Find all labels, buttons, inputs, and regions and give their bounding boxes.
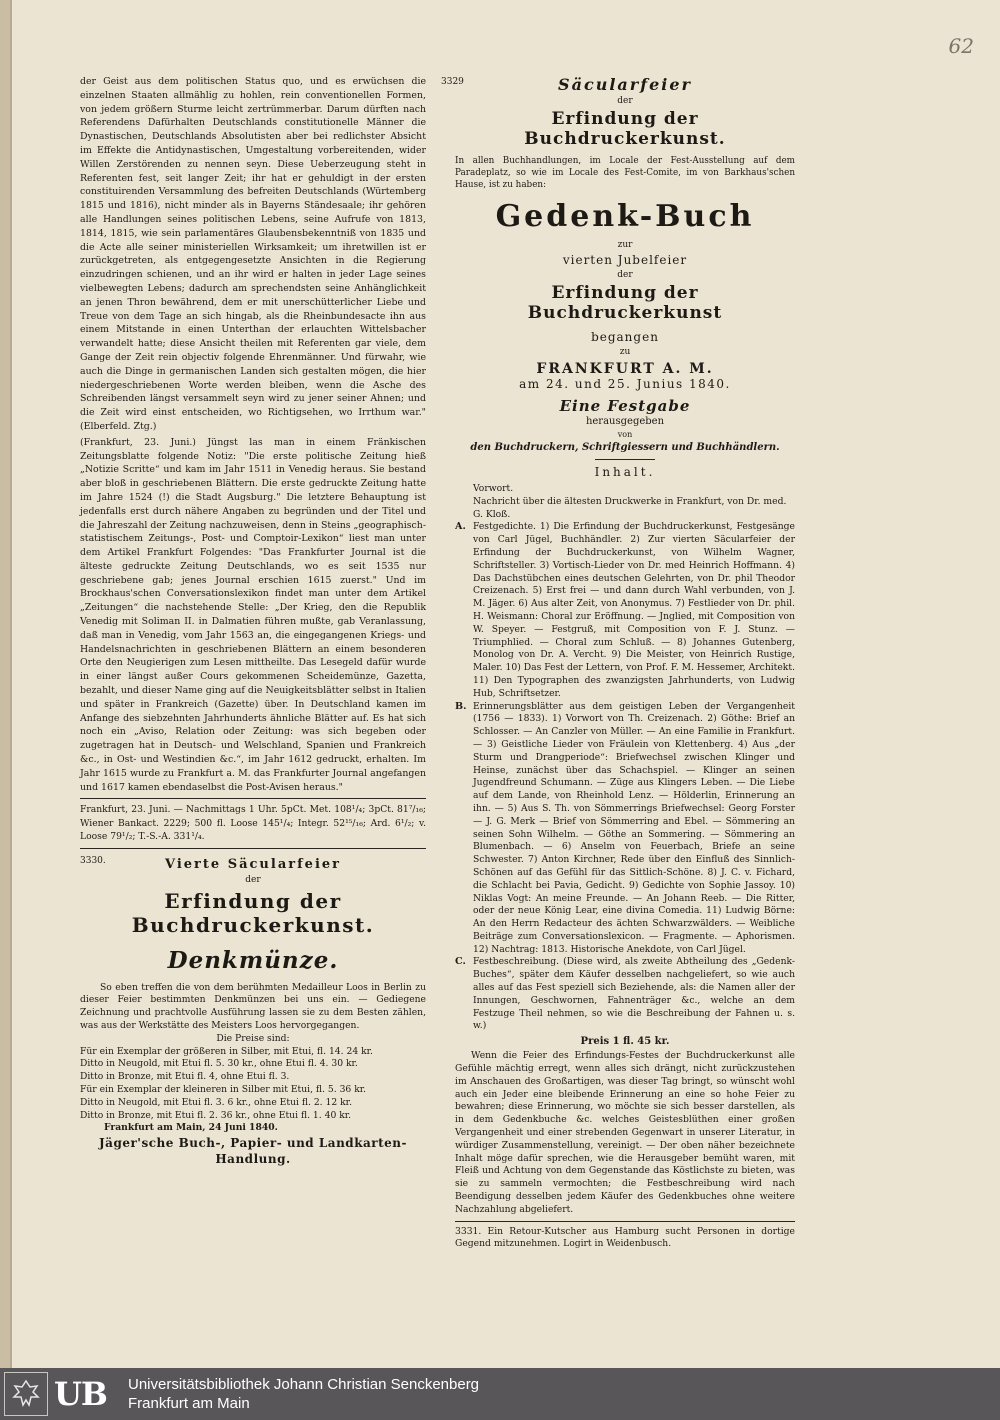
divider — [455, 1221, 795, 1222]
begangen-line: begangen — [591, 330, 659, 344]
ad-title: Vierte Säcularfeier — [164, 856, 342, 872]
contents-section-b — [455, 701, 795, 957]
price-item: Für ein Exemplar der kleineren in Silber mit Etui, fl. 5. 36 kr. — [80, 1084, 367, 1096]
library-name-line-2: Frankfurt am Main — [128, 1395, 250, 1412]
logo-text: UB — [54, 1375, 107, 1413]
page-fold — [0, 0, 10, 1368]
pencil-page-number: 62 — [948, 34, 974, 58]
price-item: Ditto in Neugold, mit Etui fl. 3. 6 kr., ohne Etui fl. 2. 12 kr. — [80, 1096, 352, 1108]
ad-signature: Jäger'sche Buch-, Papier- und Landkarten-Handlung. — [99, 1136, 407, 1167]
contents-nachricht: Nachricht über die ältesten Druckwerke in Frankfurt, von Dr. med. G. Kloß. — [473, 495, 787, 520]
gedenk-buch-heading: Gedenk-Buch — [495, 199, 755, 234]
festgabe-line: Eine Festgabe — [559, 397, 691, 415]
ad-subtitle: Erfindung der Buchdruckerkunst. — [524, 109, 726, 149]
section-text: Festbeschreibung. (Diese wird, als zweite Abtheilung des „Gedenk-Buches“, später dem Käufer desselben nachgeliefert, so wie auch alles auf das Fest speziell sich Beziehende, als: die Namen aller der Innungen, Geschwornen, Fahnenträger &c., welche an dem Festzuge Theil nehmen, so wie die Beschreibung der Fahnen u. s. w.) — [473, 956, 795, 1032]
ad-text: So eben treffen die von dem berühmten Medailleur Loos in Berlin zu dieser Feier bestimmten Denkmünzen bei uns ein. — Gediegene Zeichnung und prachtvolle Ausführung lassen sie zu dem Besten zählen, was aus der Werkstätte des Meisters Loos hervorgegangen. — [80, 981, 426, 1032]
price-list — [80, 1046, 426, 1123]
ad-place-date: Frankfurt am Main, 24 Juni 1840. — [104, 1122, 278, 1134]
von-word: von — [617, 430, 633, 439]
closing-text: Wenn die Feier des Erfindungs-Festes der Buchdruckerkunst alle Gefühle mächtig erregt, wenn alles sich drängt, nicht zurückzustehen im Anschauen des Großartigen, was dieser Tag bringt, so wünscht wohl auch ein Jeder eine bleibende Erinnerung an eine so hohe Feier zu bewahren; diese Erinnerung, wo möchte sie sich besser darstellen, als in dem Gedenkbuche &c. welches Geistesblüthen einer großen Vergangenheit und einer strebenden Gegenwart in unserer Literatur, in würdiger Zusammenstellung, vereinigt. — Der oben näher bezeichnete Inhalt möge dafür sprechen, wie die Herausgeber bemüht waren, mit Fleiß und Achtung von dem Gegenstande das Köstlichste zu bieten, was sie zu sammeln vermochten; die Festbeschreibung wird nach Beendigung desselben jedem Käufer des Gedenkbuches ohne weitere Nachzahlung abgeliefert. — [455, 1050, 795, 1215]
library-name — [128, 1375, 479, 1413]
contents-heading: Inhalt. — [594, 465, 656, 479]
contents-vorwort: Vorwort. — [473, 483, 514, 494]
ad-title: Säcularfeier — [558, 75, 692, 94]
ad-number: 3329 — [441, 77, 464, 87]
der-word: der — [617, 270, 633, 280]
article-paragraph: der Geist aus dem politischen Status quo, und es erwüchsen die einzelnen Staaten allmählig zu hohlen, rein conventionellen Formen, von jedem größern Sturme leicht zertrümmerbar. Darum dürften nach Referendens Dafürhalten Deutschlands constitutionelle Männer die Dynastischen, Deutschlands Absolutisten aber bei redlichster Absicht im Effekte die Antidynastischen, Umgestaltung vorbereitenden, wider Willen Zerstörenden zu nennen seyn. Diese Ueberzeugung steht in Referenten fest, seit langer Zeit; ihr hat er gehuldigt in der ersten constituirenden Versammlung des befreiten Deutschlands (Würtemberg 1815 und 1816), nicht minder als in Bayerns Ständesaale; ihr gehören alle Handlungen seines politischen Lebens, seine Aufrufe von 1813, 1814, 1815, wie sein parlamentäres Glaubensbekenntniß von 1835 und die Acte alle seiner ministeriellen Wirksamkeit; um ihretwillen ist er zurückgetreten, als entgegengesetzte Ansichten in die Regierung einzudringen schienen, und an ihr wird er halten in jeder Lage seines vielbewegten Lebens; dadurch am sprechendsten seine Anhänglichkeit an jenen Thron bewährend, dem er mit unerschütterlicher Liebe und Treue von dem Tage an sich hingab, als die Rheinbundesacte ihn aus einem Mitstande in einen Unterthan der erlauchten Wittelsbacher verwandelt hatte; diese Ansicht theilen mit Referenten gar viele, dem Gange der Zeit rein objectiv folgende Ehrenmänner. Und fürwahr, wie auch die Dinge in germanischen Landen sich gestalten mögen, die hier niedergeschriebenen Worte werden bleiben, wenn die Asche des Schreibenden längst versammelt seyn wird zu jener seiner Ahnen; und die Zeit wird einst entscheiden, wo Richtigsehen, wo Irrthum war." (Elberfeld. Ztg.) — [80, 76, 426, 432]
ad-intro: In allen Buchhandlungen, im Locale der Fest-Ausstellung auf dem Paradeplatz, so wie im Locale des Fest-Comite, im von Barkhaus'schen Hause, ist zu haben: — [455, 156, 795, 190]
section-text: Erinnerungsblätter aus dem geistigen Leben der Vergangenheit (1756 — 1833). 1) Vorwort von Th. Creizenach. 2) Göthe: Brief an Schlosser. — An Canzler von Müller. — An eine Familie in Frankfurt. — 3) Geistliche Lieder von Fräulein von Klettenberg. 4) Aus „der Sturm und Drangperiode“: Briefwechsel zwischen Klinger und Heinse, zunächst über das Schachspiel. — Klinger an seinen Jugendfreund Schumann. — Züge aus Klingers Leben. — Die Liebe auf dem Lande, von Rheinhold Lenz. — Hölderlin, Erinnerung an ihn. — 5) Aus S. Th. von Sömmerrings Briefwechsel: Georg Forster — J. G. Merk — Brief von Sömmerring and Ebel. — Sömmering an seinen Sohn Wilhelm. — Göthe an Sommering. — Sömmering an Blumenbach. — 6) Anselm von Feuerbach, Briefe an seine Schwester. 7) Anton Kirchner, Rede über den Einfluß des Sinnlich-Schönen auf das Gefühl für das Sittlich-Schöne. 8) J. C. v. Fichard, die Schlacht bei Pavia, Gedicht. 9) Gedichte von Sophie Jassoy. 10) Niklas Vogt: An meine Freunde. — An Johann Reeb. — Die Ritter, oder der neue König Lear, eine divina Comedia. 11) Ludwig Börne: An den Herrn Redacteur des ächten Schwarzwälders. — Weibliche Beiträge zum Conversationslexicon. — Fragmente. — Aphorismen. 12) Nachtrag: 1813. Historische Anekdote, von Carl Jügel. — [473, 700, 795, 955]
right-column — [441, 75, 795, 1251]
denkmuenze-heading: Denkmünze. — [167, 946, 339, 974]
eagle-icon — [4, 1372, 48, 1416]
price-heading: Die Preise sind: — [216, 1032, 290, 1044]
contents-section-c — [455, 956, 795, 1033]
left-column — [80, 75, 426, 1167]
market-report: Frankfurt, 23. Juni. — Nachmittags 1 Uhr. 5pCt. Met. 108¹/₄; 3pCt. 81⁷/₁₆; Wiener Bankact. 2229; 500 fl. Loose 145¹/₄; Integr. 52¹⁵/₁₆; Ard. 6¹/₂; v. Loose 79¹/₂; T.-S.-A. 331¹/₄. — [80, 804, 426, 843]
ad-der: der — [617, 96, 633, 106]
library-footer — [0, 1368, 1000, 1420]
advertisement-3330 — [80, 853, 426, 1168]
ad-headline: Erfindung der Buchdruckerkunst. — [131, 888, 375, 937]
divider — [80, 798, 426, 799]
section-text: Festgedichte. 1) Die Erfindung der Buchdruckerkunst, Festgesänge von Carl Jügel, Buchhändler. 2) Zur vierten Säcularfeier der Erfindung der Buchdruckerkunst, von Wilhelm Wagner, Schriftsteller. 3) Vortisch-Lieder von Dr. med Heinrich Hoffmann. 4) Das Dachstübchen eines deutschen Gelehrten, von Dr. phil Theodor Creizenach. 5) Erst frei — und dann durch Wahl verbunden, von J. M. Jäger. 6) Aus alter Zeit, von Anonymus. 7) Festlieder von Dr. phil. H. Weismann: Choral zur Eröffnung. — Jnglied, mit Composition von W. Speyer. — Festgruß, mit Composition von F. J. Stunz. — Triumphlied. — Choral zum Schluß. — 8) Johannes Gutenberg, Monolog von Dr. A. Vercht. 9) Die Meister, von Heinrich Rustige, Maler. 10) Das Fest der Lettern, von Prof. F. M. Hessemer, Architekt. 11) Den Typographen des zwanzigsten Jahrhunderts, von Ludwig Hub, Schriftsetzer. — [473, 521, 795, 699]
ad-number: 3330. — [80, 855, 106, 866]
ad-der: der — [245, 874, 261, 885]
article-paragraph: (Frankfurt, 23. Juni.) Jüngst las man in einem Fränkischen Zeitungsblatte folgende Notiz: "Die erste politische Zeitung hieß „Notizie Scritte“ und kam im Jahr 1511 in Venedig heraus. Sie bestand aber bloß in geschriebenen Blättern. Die erste gedruckte Zeitung hatte im Jahre 1524 (!) die Stadt Augsburg." Die letztere Behauptung ist jedenfalls erst durch nähere Angaben zu begründen und der Titel und die Jahreszahl der Zeitung nachzuweisen, denn in Steins „geographisch-statistischem Zeitungs-, Post- und Comptoir-Lexikon“ liest man unter dem Artikel Frankfurt Folgendes: "Das Frankfurter Journal ist die älteste gedruckte Zeitung Deutschlands, wo es seit 1535 nur geschriebene gab; jenes Journal erschien 1615 zuerst." Und im Brockhaus'schen Conversationslexikon findet man unter dem Artikel „Zeitungen“ die nachstehende Stelle: „Der Krieg, den die Republik Venedig mit Soliman II. in Dalmatien führen mußte, gab Veranlassung, daß man in Venedig, vom Jahr 1563 an, die eingegangenen Kriegs- und Handelsnachrichten in geschriebenen Blättern an einem besonderen Orte den Neugierigen zum Lesen mittheilte. Das Lesegeld dafür wurde in einer längst außer Cours gekommenen Scheidemünze, Gazetta, bezahlt, und dieser Name ging auf die Neuigkeitsblätter selbst in Italien und später in Frankreich (Gazette) über. In Deutschland kamen im Anfange des siebzehnten Jahrhunderts ähnliche Blätter auf. Es hat sich noch ein „Aviso, Relation oder Zeitung: was sich begeben oder zugetragen hat in Deutsch- und Welschland, Spanien und Frankreich &c., in Ost- und Westindien &c.“, im Jahr 1612 gedruckt, erhalten. Im Jahr 1615 wurde zu Frankfurt a. M. das Frankfurter Journal angefangen und 1617 kamen ebendaselbst die Post-Avisen heraus." — [80, 436, 426, 793]
publishers-line: den Buchdruckern, Schriftgiessern und Buchhändlern. — [470, 442, 780, 453]
library-logo[interactable] — [4, 1372, 120, 1416]
jubel-line: vierten Jubelfeier — [562, 253, 688, 267]
zur-word: zur — [617, 240, 633, 250]
price-item: Ditto in Bronze, mit Etui fl. 2. 36 kr., ohne Etui fl. 1. 40 kr. — [80, 1109, 352, 1121]
price-line: Preis 1 fl. 45 kr. — [580, 1036, 670, 1048]
section-letter: A. — [455, 521, 466, 533]
advertisement-3331: 3331. Ein Retour-Kutscher aus Hamburg sucht Personen in dortige Gegend mitzunehmen. Logirt in Weidenbusch. — [455, 1225, 795, 1250]
section-letter: B. — [455, 700, 467, 712]
library-name-line-1: Universitätsbibliothek Johann Christian Senckenberg — [128, 1376, 480, 1393]
divider — [595, 459, 655, 460]
date-line: am 24. und 25. Junius 1840. — [519, 377, 731, 391]
ad-subtitle-2: Erfindung der Buchdruckerkunst — [527, 283, 723, 323]
divider — [80, 848, 426, 849]
price-item: Für ein Exemplar der größeren in Silber, mit Etui, fl. 14. 24 kr. — [80, 1045, 373, 1057]
price-item: Ditto in Neugold, mit Etui fl. 5. 30 kr., ohne Etui fl. 4. 30 kr. — [80, 1058, 358, 1070]
zu-word: zu — [619, 347, 631, 357]
section-letter: C. — [455, 956, 466, 968]
contents-section-a — [455, 521, 795, 700]
frankfurt-line: FRANKFURT A. M. — [536, 361, 714, 377]
price-item: Ditto in Bronze, mit Etui fl. 4, ohne Etui fl. 3. — [80, 1071, 290, 1083]
hrsg-line: herausgegeben — [585, 416, 665, 427]
